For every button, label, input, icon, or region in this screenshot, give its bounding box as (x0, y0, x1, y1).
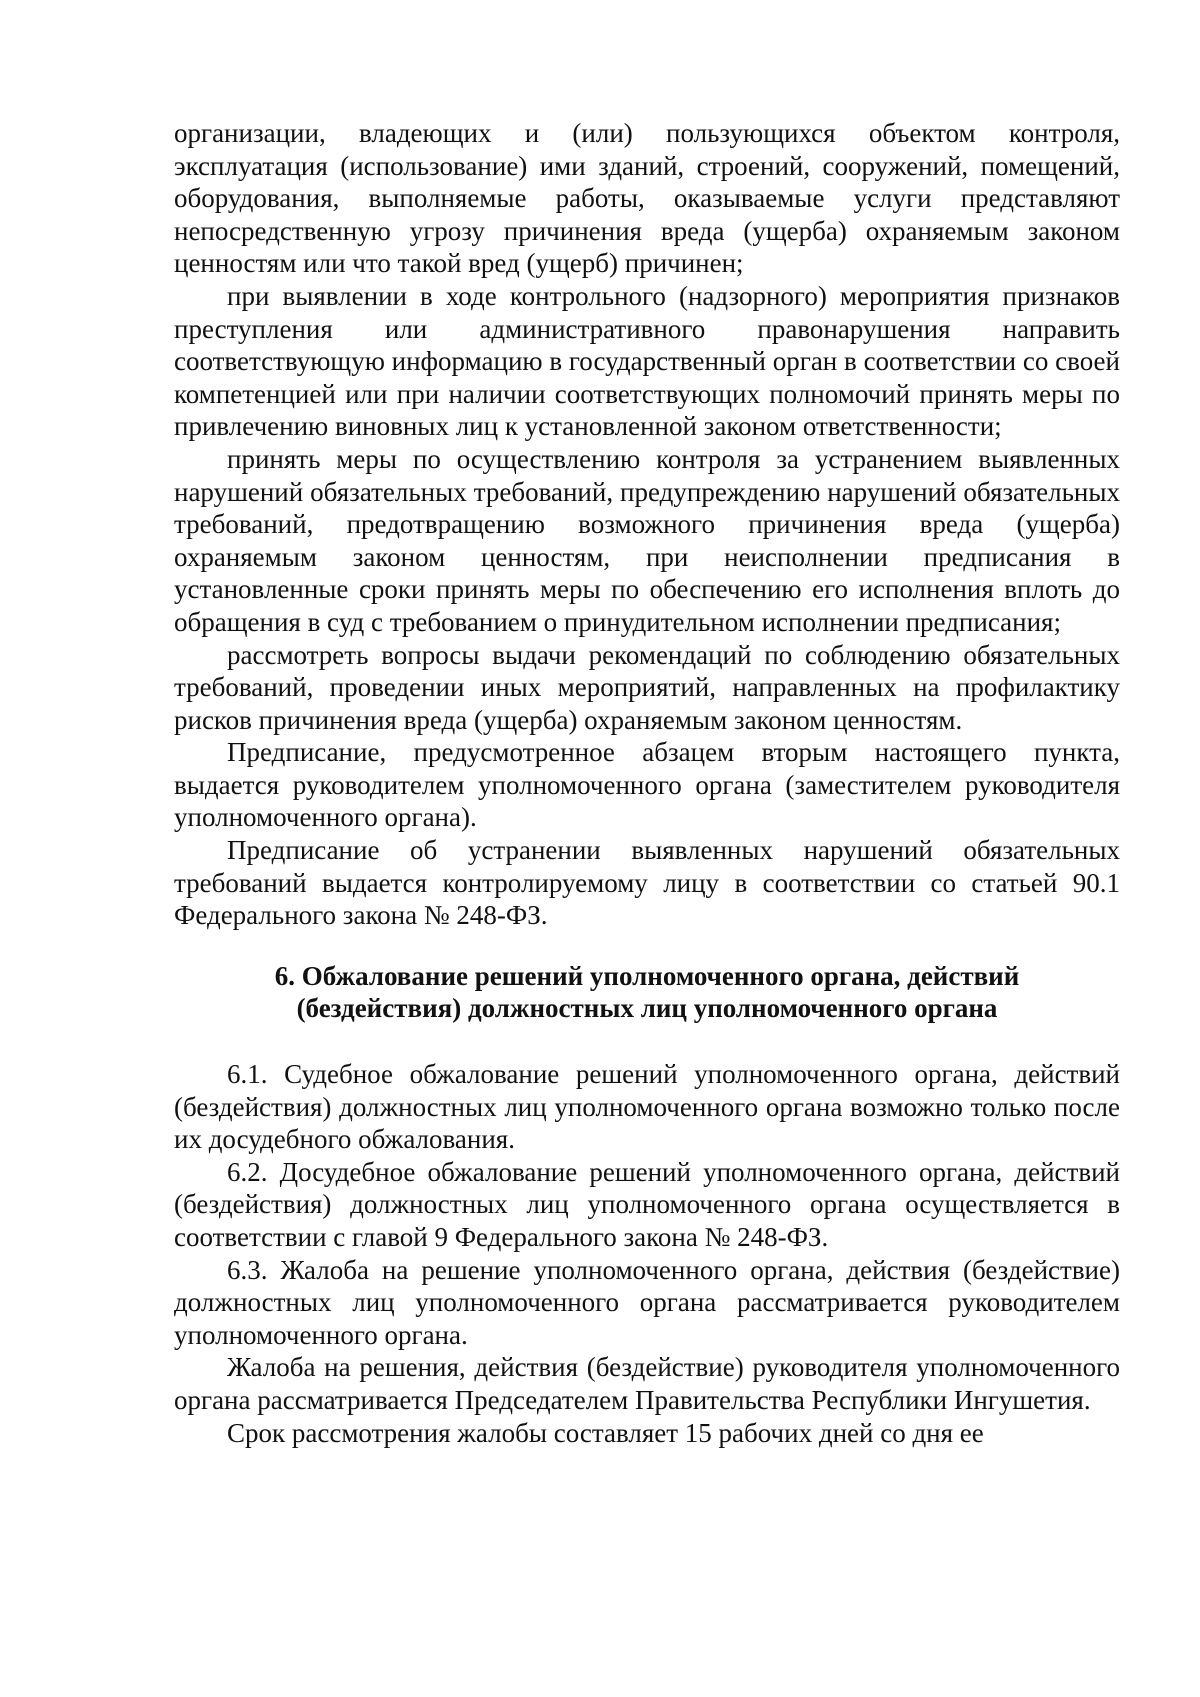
paragraph-control-measures: принять меры по осуществлению контроля за устранением выявленных нарушений обязательных требований, предупреждению нарушений обязательных требований, предотвращению возможного причинения вреда (ущерба) охраняемым законом ценностям, при неисполнении предписания в установленные сроки принять меры по обеспечению его исполнения вплоть до обращения в суд с требованием о принудительном исполнении предписания; (174, 443, 1120, 637)
paragraph-6-2: 6.2. Досудебное обжалование решений уполномоченного органа, действий (бездействия) должностных лиц уполномоченного органа осуществляется в соответствии с главой 9 Федерального закона № 248-ФЗ. (174, 1156, 1120, 1252)
paragraph-prescription-issuer: Предписание, предусмотренное абзацем вторым настоящего пункта, выдается руководителем уполномоченного органа (заместителем руководителя уполномоченного органа). (174, 737, 1120, 833)
section-heading (174, 960, 1120, 1025)
paragraph-6-3: 6.3. Жалоба на решение уполномоченного органа, действия (бездействие) должностных лиц уполномоченного органа рассматривается руководителем уполномоченного органа. (174, 1254, 1120, 1350)
paragraph-6-1: 6.1. Судебное обжалование решений уполномоченного органа, действий (бездействия) должностных лиц уполномоченного органа возможно только после их досудебного обжалования. (174, 1059, 1120, 1155)
paragraph-violation-signs: при выявлении в ходе контрольного (надзорного) мероприятия признаков преступления или административного правонарушения направить соответствующую информацию в государственный орган в соответствии со своей компетенцией или при наличии соответствующих полномочий принять меры по привлечению виновных лиц к установленной законом ответственности; (174, 280, 1120, 442)
paragraph-prescription-elimination: Предписание об устранении выявленных нарушений обязательных требований выдается контролируемому лицу в соответствии со статьей 90.1 Федерального закона № 248-ФЗ. (174, 835, 1120, 931)
section-heading-line-2: (бездействия) должностных лиц уполномоченного органа (296, 993, 998, 1024)
paragraph-complaint-term: Срок рассмотрения жалобы составляет 15 рабочих дней со дня ее (227, 1417, 984, 1448)
paragraph-head-complaint: Жалоба на решения, действия (бездействие) руководителя уполномоченного органа рассматривается Председателем Правительства Республики Ингушетия. (174, 1352, 1120, 1415)
paragraph-recommendations: рассмотреть вопросы выдачи рекомендаций по соблюдению обязательных требований, проведении иных мероприятий, направленных на профилактику рисков причинения вреда (ущерба) охраняемым законом ценностям. (174, 639, 1120, 735)
section-heading-line-1: 6. Обжалование решений уполномоченного органа, действий (274, 960, 1020, 991)
document-page (174, 117, 1120, 1449)
paragraph-control-object: организации, владеющих и (или) пользующихся объектом контроля, эксплуатация (использование) ими зданий, строений, сооружений, помещений, оборудования, выполняемые работы, оказываемые услуги представляют непосредственную угрозу причинения вреда (ущерба) охраняемым законом ценностям или что такой вред (ущерб) причинен; (174, 118, 1120, 279)
